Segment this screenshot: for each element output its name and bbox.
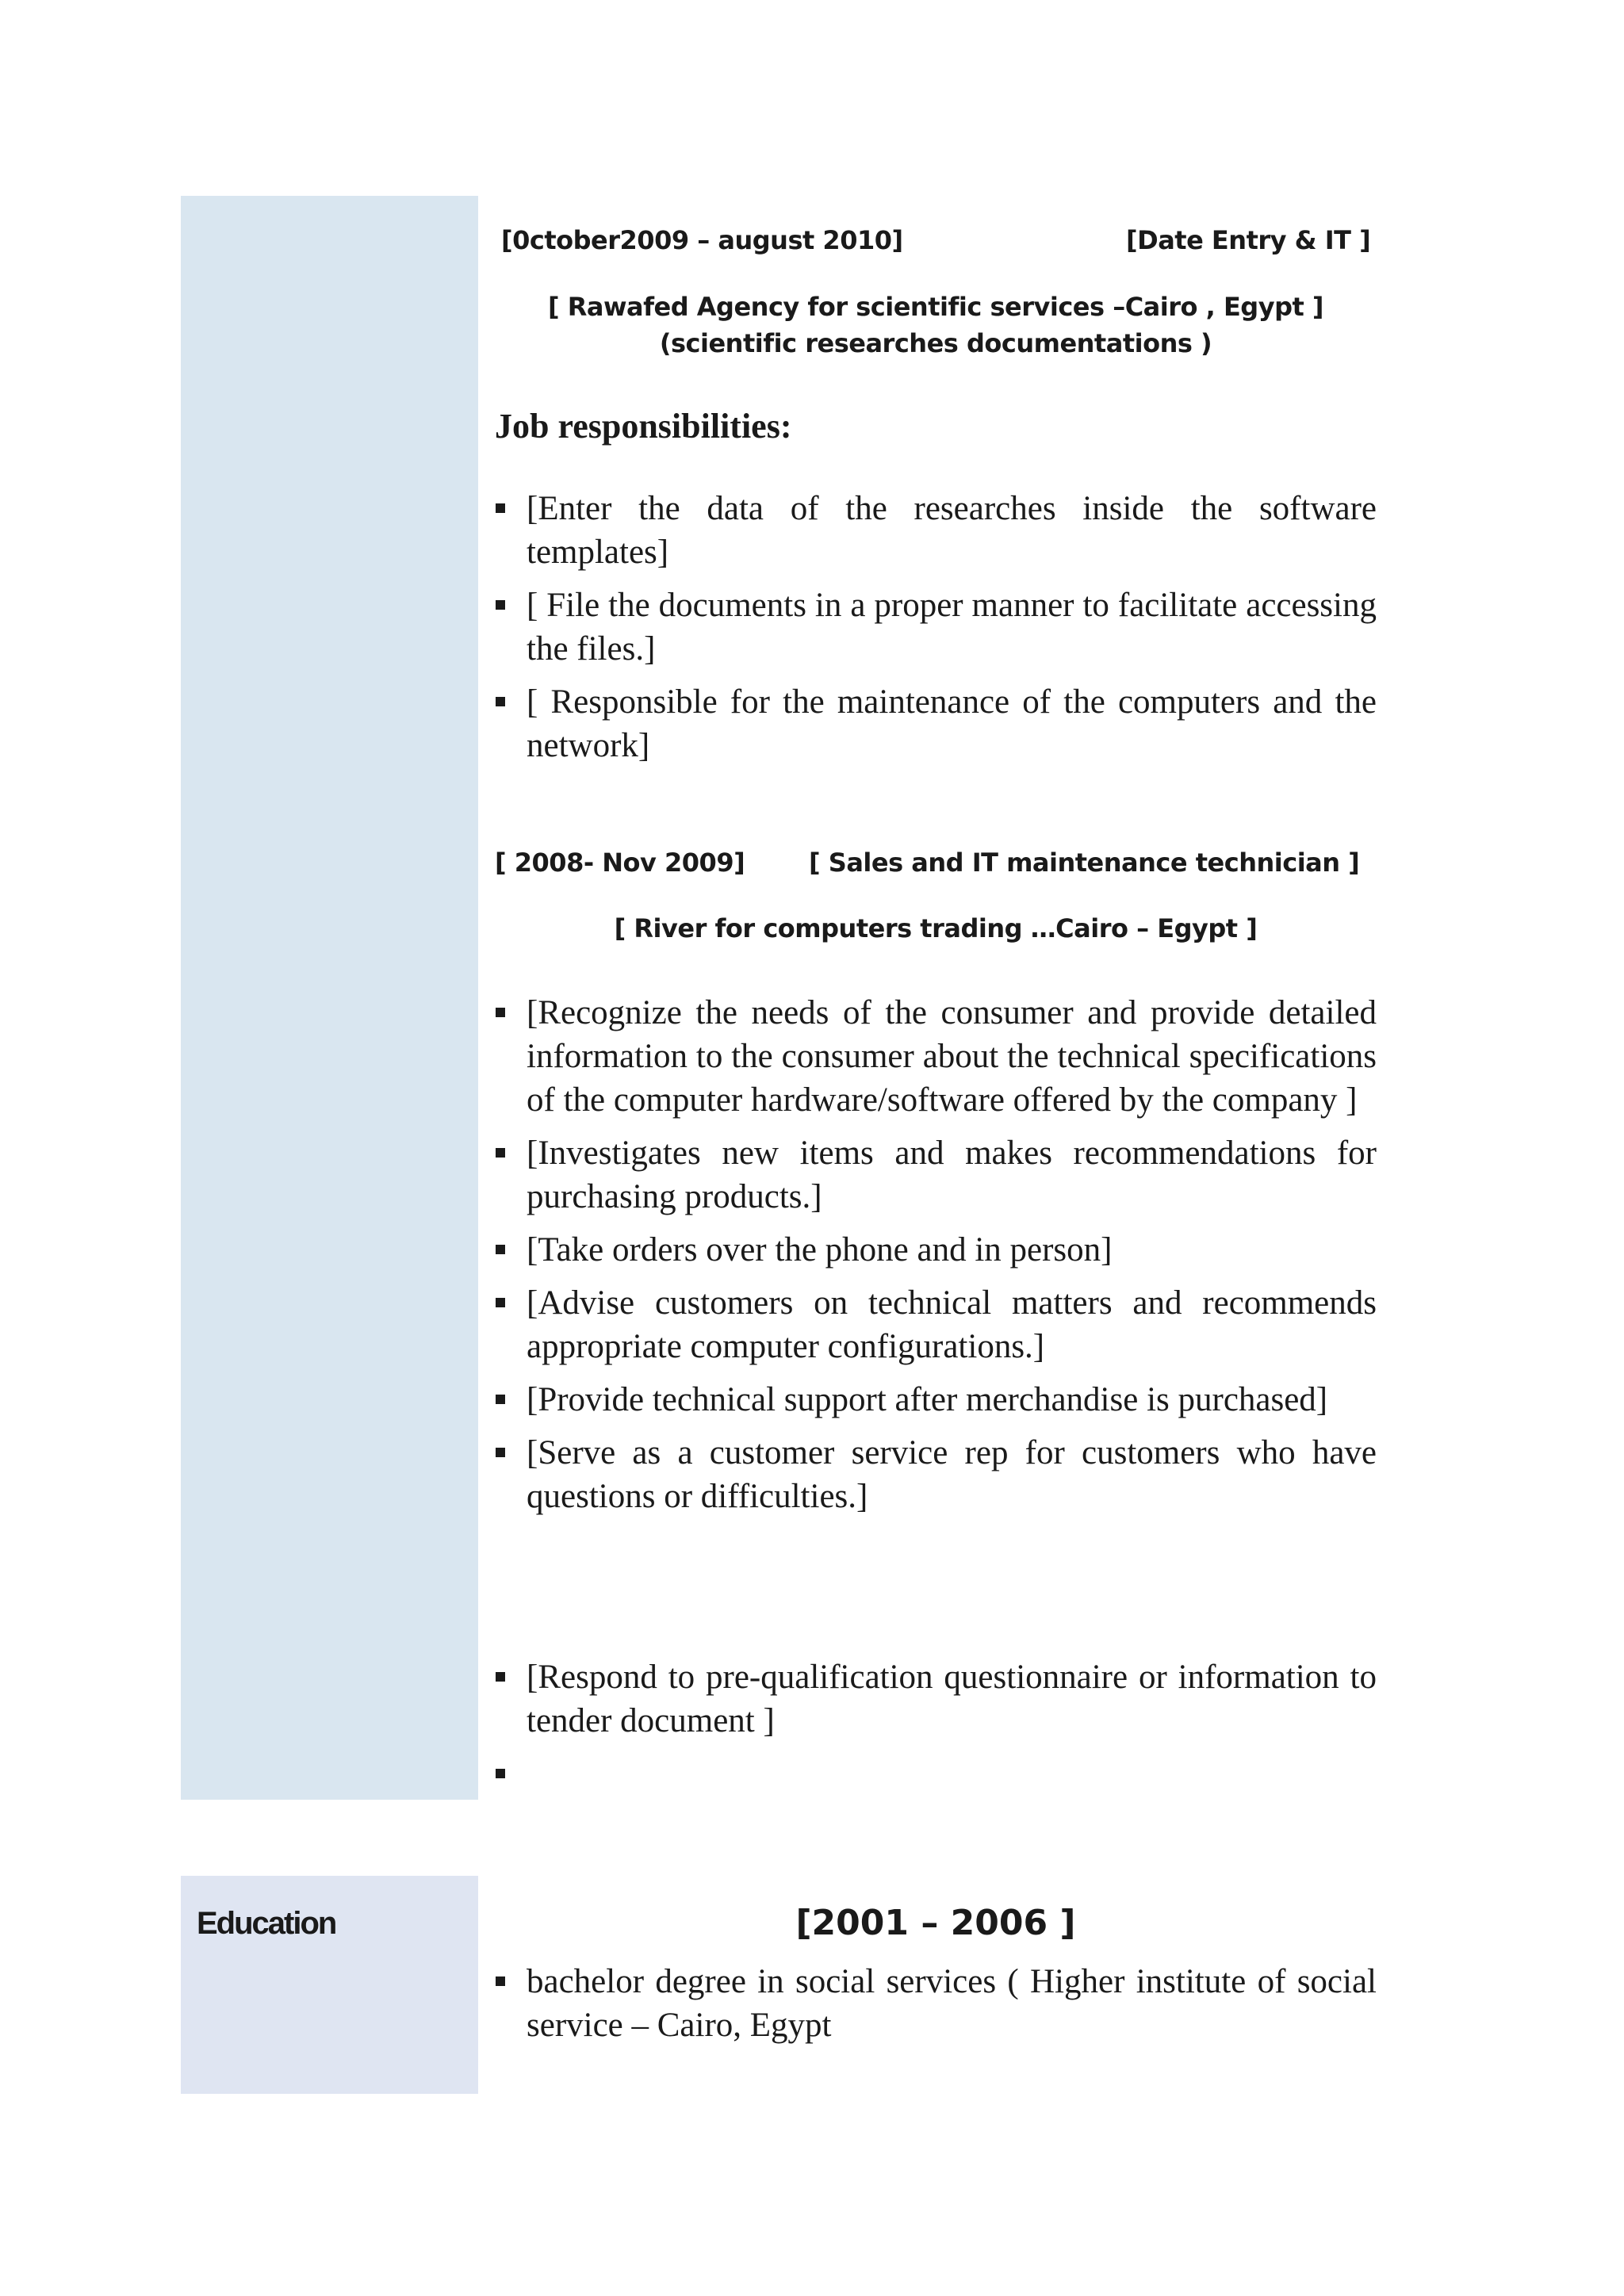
resume-content — [495, 0, 1377, 2296]
experience-sidebar — [181, 196, 478, 1800]
job2-title: [ Sales and IT maintenance technician ] — [809, 848, 1360, 878]
job2-company: [ River for computers trading …Cairo – Egypt ] — [614, 913, 1258, 943]
job2-bullet-list — [495, 991, 1377, 1528]
list-item: [Recognize the needs of the consumer and provide detailed information to the consumer about the technical specifications of the computer hardware/software offered by the company ] — [495, 991, 1377, 1122]
list-item: [Serve as a customer service rep for customers who have questions or difficulties.] — [495, 1431, 1377, 1518]
list-item: bachelor degree in social services ( Higher institute of social service – Cairo, Egypt — [495, 1960, 1377, 2047]
list-item: [ Responsible for the maintenance of the computers and the network] — [495, 680, 1377, 767]
job1-bullet-list — [495, 487, 1377, 777]
job1-company: [ Rawafed Agency for scientific services –Cairo , Egypt ] — [547, 292, 1324, 322]
list-item: [ File the documents in a proper manner to facilitate accessing the files.] — [495, 584, 1377, 671]
job2-dates: [ 2008- Nov 2009] — [495, 848, 745, 878]
job1-subtitle: (scientific researches documentations ) — [659, 328, 1212, 358]
job2-bullet-list-b — [495, 1655, 1377, 1805]
job1-responsibilities-heading: Job responsibilities: — [495, 407, 792, 446]
job1-dates: [0ctober2009 – august 2010] — [501, 225, 903, 255]
list-item-empty — [495, 1752, 1377, 1796]
list-item: [Provide technical support after merchandise is purchased] — [495, 1378, 1377, 1422]
list-item: [Investigates new items and makes recommendations for purchasing products.] — [495, 1131, 1377, 1219]
list-item: [Enter the data of the researches inside the software templates] — [495, 487, 1377, 574]
education-sidebar — [181, 1876, 478, 2094]
education-label: Education — [197, 1906, 336, 1941]
education-years: [2001 – 2006 ] — [795, 1903, 1076, 1943]
list-item: [Respond to pre-qualification questionnaire or information to tender document ] — [495, 1655, 1377, 1743]
job1-title: [Date Entry & IT ] — [1126, 225, 1371, 255]
list-item: [Take orders over the phone and in person] — [495, 1228, 1377, 1272]
education-bullet-list — [495, 1960, 1377, 2057]
list-item: [Advise customers on technical matters and recommends appropriate computer configurations.] — [495, 1281, 1377, 1368]
